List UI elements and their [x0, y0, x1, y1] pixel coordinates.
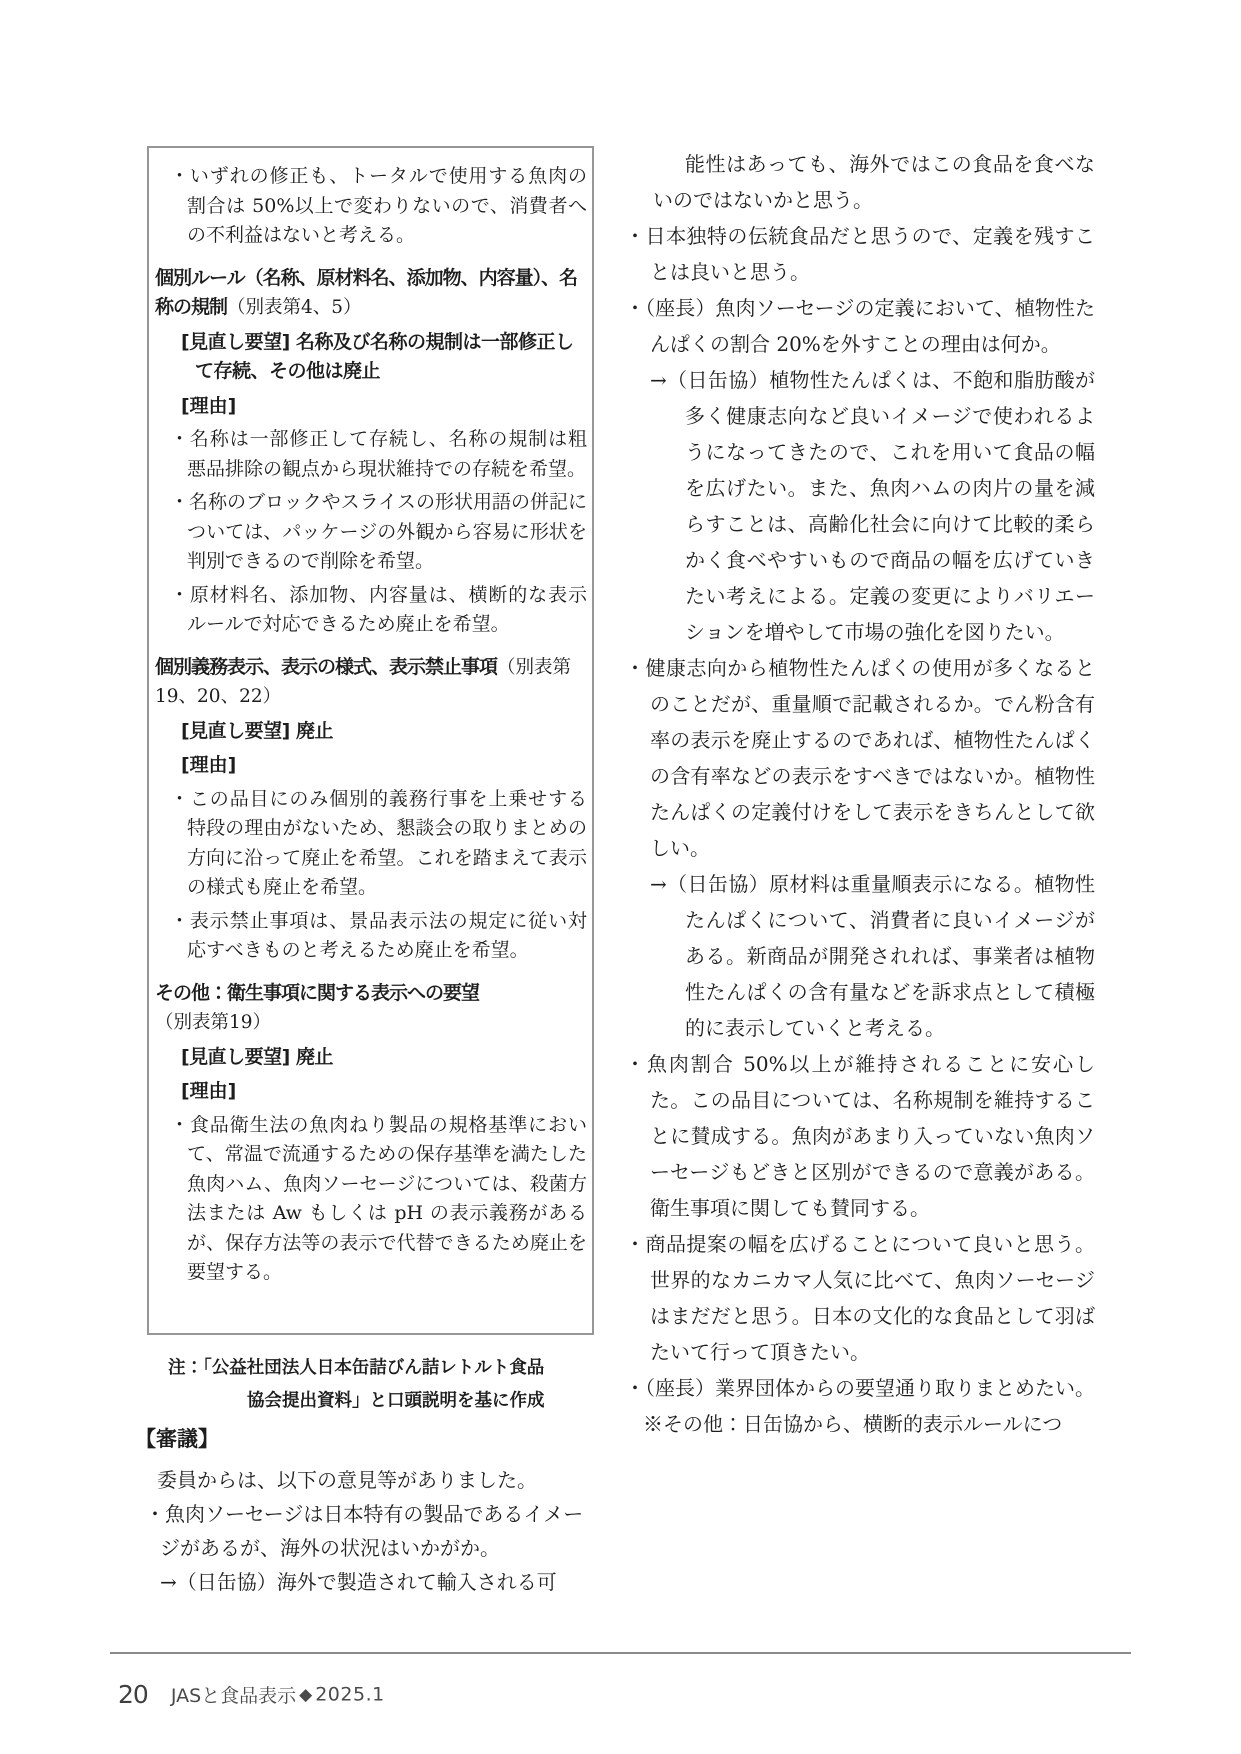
other-note-item: ※その他：日缶協から、横断的表示ルールにつ	[643, 1412, 1063, 1436]
section-heading-note: （別表第19）	[155, 1012, 272, 1033]
comment-item: ・商品提案の幅を広げることについて良いと思う。世界的なカニカマ人気に比べて、魚肉ソーセージはまだだと思う。日本の文化的な食品として羽ばたいて行って頂きたい。	[625, 1232, 1095, 1364]
review-request-line: [見直し要望] 名称及び名称の規制は一部修正して存続、その他は廃止	[181, 330, 574, 382]
comment-item: ・（座長）業界団体からの要望通り取りまとめたい。	[625, 1376, 1095, 1400]
page-number: 20	[118, 1680, 148, 1709]
section-heading-note: （別表第19、20、22）	[155, 656, 572, 707]
response-item: →（日缶協）原材料は重量順表示になる。植物性たんぱくについて、消費者に良いイメージがある。新商品が開発されれば、事業者は植物性たんぱくの含有量などを訴求点として積極的に表示していくと考える。	[650, 872, 1095, 1040]
bullet-item: ・名称のブロックやスライスの形状用語の併記については、パッケージの外観から容易に形状を判別できるので削除を希望。	[170, 491, 587, 572]
deliberation-section	[135, 1424, 600, 1599]
deliberation-heading: 【審議】	[135, 1427, 219, 1451]
section-heading	[155, 264, 587, 323]
source-note	[168, 1352, 588, 1418]
comment-item: ・健康志向から植物性たんぱくの使用が多くなるとのことだが、重量順で記載されるか。でん粉含有率の表示を廃止するのであれば、植物性たんぱくの含有率などの表示をすべきではないか。植物性たんぱくの定義付けをして表示をきちんとして欲しい。	[625, 656, 1095, 860]
right-column	[625, 146, 1095, 1442]
page-footer	[118, 1680, 385, 1709]
continued-response: 能性はあっても、海外ではこの食品を食べないのではないかと思う。	[653, 152, 1095, 212]
bullet-item: ・食品衛生法の魚肉ねり製品の規格基準において、常温で流通するための保存基準を満たした魚肉ハム、魚肉ソーセージについては、殺菌方法または Aw もしくは pH の表示義務があるが、保存方法等の表示で代替できるため廃止を要望する。	[170, 1113, 587, 1283]
footer-rule	[110, 1652, 1131, 1654]
review-request-line: [見直し要望] 廃止	[181, 1045, 333, 1068]
reason-label: [理由]	[181, 394, 237, 417]
section-heading	[155, 979, 587, 1038]
section-heading-bold: 個別ルール（名称、原材料名、添加物、内容量）、名称の規制	[155, 266, 578, 318]
bullet-item: ・表示禁止事項は、景品表示法の規定に従い対応すべきものと考えるため廃止を希望。	[170, 909, 587, 961]
journal-title: JASと食品表示	[170, 1685, 297, 1707]
section-heading-note: （別表第4、5）	[227, 297, 362, 318]
section-heading-bold: 個別義務表示、表示の様式、表示禁止事項	[155, 655, 498, 678]
comment-item: ・魚肉割合 50%以上が維持されることに安心した。この品目については、名称規制を維持することに賛成する。魚肉があまり入っていない魚肉ソーセージもどきと区別ができるので意義がある。衛生事項に関しても賛同する。	[625, 1052, 1095, 1220]
section-heading-bold: その他：衛生事項に関する表示への要望	[155, 981, 480, 1004]
review-request-line: [見直し要望] 廃止	[181, 719, 333, 742]
section-heading	[155, 653, 587, 712]
bullet-item: ・この品目にのみ個別的義務行事を上乗せする特段の理由がないため、懇談会の取りまとめの方向に沿って廃止を希望。これを踏まえて表示の様式も廃止を希望。	[170, 787, 587, 898]
bullet-item: ・いずれの修正も、トータルで使用する魚肉の割合は 50%以上で変わりないので、消費者への不利益はないと考える。	[170, 165, 587, 246]
source-note-line: 注：「公益社団法人日本缶詰びん詰レトルト食品	[168, 1358, 545, 1378]
bullet-item: ・原材料名、添加物、内容量は、横断的な表示ルールで対応できるため廃止を希望。	[170, 583, 587, 635]
response-item: →（日缶協）海外で製造されて輸入される可	[160, 1570, 557, 1594]
comment-item: ・日本独特の伝統食品だと思うので、定義を残すことは良いと思う。	[625, 224, 1095, 284]
diamond-icon: ◆	[299, 1684, 313, 1705]
response-item: →（日缶協）植物性たんぱくは、不飽和脂肪酸が多く健康志向など良いイメージで使われるようになってきたので、これを用いて食品の幅を広げたい。また、魚肉ハムの肉片の量を減らすことは、高齢化社会に向けて比較的柔らかく食べやすいもので商品の幅を広げていきたい考えによる。定義の変更によりバリエーションを増やして市場の強化を図りたい。	[650, 368, 1095, 644]
comment-item: ・（座長）魚肉ソーセージの定義において、植物性たんぱくの割合 20%を外すことの理由は何か。	[625, 296, 1095, 356]
comment-item: ・魚肉ソーセージは日本特有の製品であるイメージがあるが、海外の状況はいかがか。	[145, 1502, 584, 1560]
reason-label: [理由]	[181, 1080, 237, 1102]
issue-number: 2025.1	[315, 1683, 385, 1706]
bullet-item: ・名称は一部修正して存続し、名称の規制は粗悪品排除の観点から現状維持での存続を希望。	[170, 428, 587, 480]
reason-label: [理由]	[181, 754, 237, 776]
deliberation-intro: 委員からは、以下の意見等がありました。	[157, 1468, 537, 1492]
summary-box	[147, 146, 594, 1335]
source-note-line: 協会提出資料」と口頭説明を基に作成	[247, 1391, 545, 1411]
